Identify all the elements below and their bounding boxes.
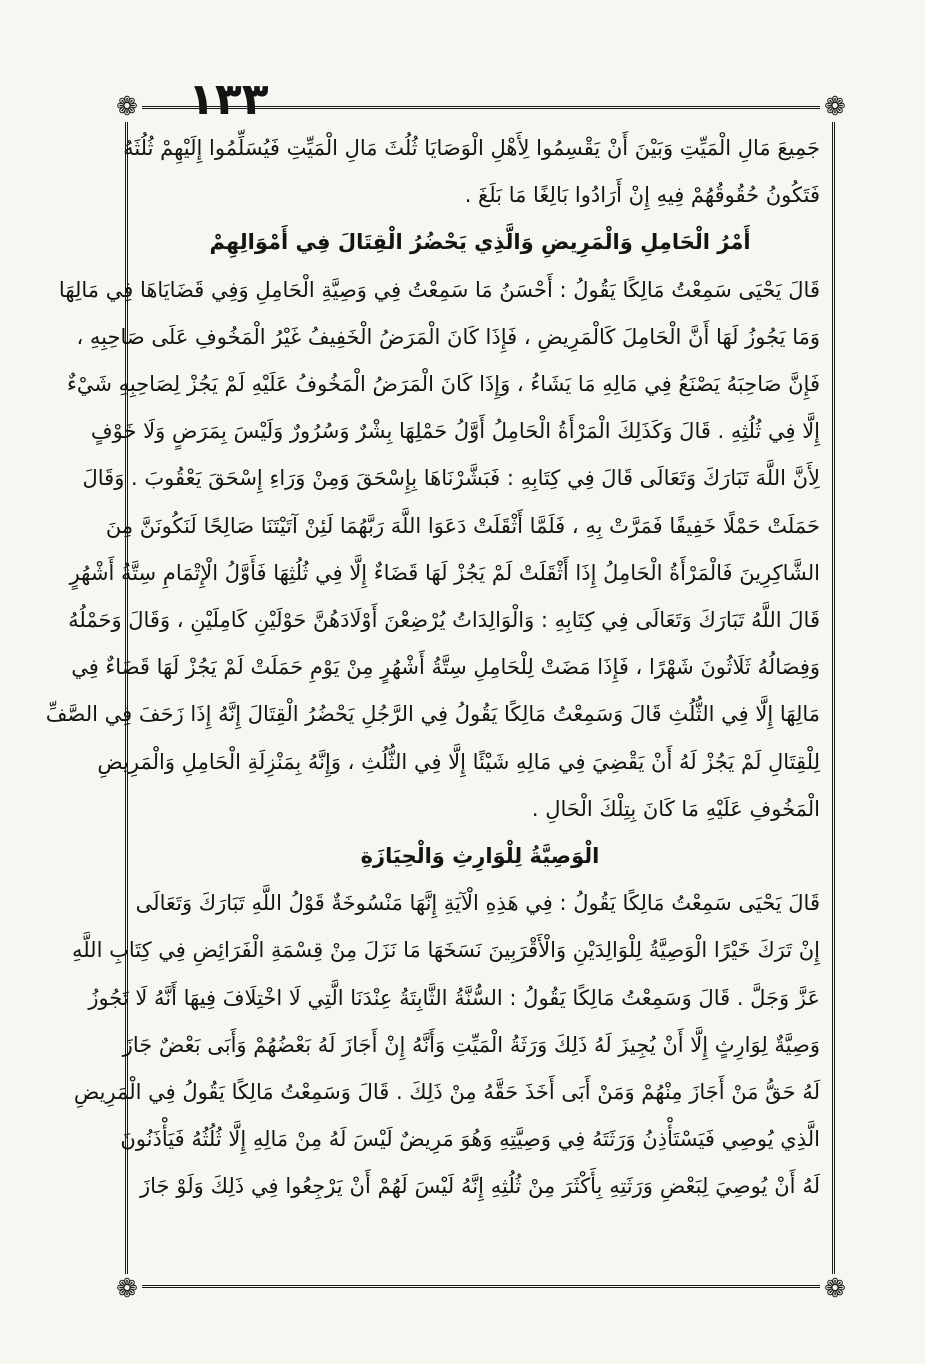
text-line: وَصِيَّةٌ لِوَارِثٍ إِلَّا أَنْ يُجِيزَ لَهُ ذَلِكَ وَرَثَةُ الْمَيِّتِ وَأَنَّهُ إِنْ أَجَازَ لَهُ بَعْضُهُمْ وَأَبَى بَعْضٌ جَازَ xyxy=(122,1032,820,1057)
corner-ornament-icon: ❁ xyxy=(820,92,850,122)
text-line: فَإِنَّ صَاحِبَهُ يَصْنَعُ فِي مَالِهِ مَا يَشَاءُ ، وَإِذَا كَانَ الْمَرَضُ الْمَخُوفُ عَلَيْهِ لَمْ يَجُزْ لِصَاحِبِهِ شَيْءٌ xyxy=(66,372,820,397)
text-line: مَالِهَا إِلَّا فِي الثُّلُثِ قَالَ وَسَمِعْتُ مَالِكًا يَقُولُ فِي الرَّجُلِ يَحْضُرُ الْقِتَالَ إِنَّهُ إِذَا زَحَفَ فِي الصَّفِّ xyxy=(45,702,820,727)
corner-ornament-icon: ❁ xyxy=(112,92,142,122)
text-line: قَالَ يَحْيَى سَمِعْتُ مَالِكًا يَقُولُ : أَحْسَنُ مَا سَمِعْتُ فِي وَصِيَّةِ الْحَامِلِ وَفِي قَضَايَاهَا فِي مَالِهَا xyxy=(58,277,820,302)
text-line: فَتَكُونُ حُقُوقُهُمْ فِيهِ إِنْ أَرَادُوا بَالِغًا مَا بَلَغَ . xyxy=(464,183,820,208)
text-line: عَزَّ وَجَلَّ . قَالَ وَسَمِعْتُ مَالِكًا يَقُولُ : السُّنَّةُ الثَّابِتَةُ عِنْدَنَا الَّتِي لَا اخْتِلَافَ فِيهَا أَنَّهُ لَا تَجُوزُ xyxy=(88,985,820,1010)
arabic-text-body xyxy=(45,125,820,1280)
text-line: لِلْقِتَالِ لَمْ يَجُزْ لَهُ أَنْ يَقْضِيَ فِي مَالِهِ شَيْئًا إِلَّا فِي الثُّلُثِ ، وَإِنَّهُ بِمَنْزِلَةِ الْحَامِلِ وَالْمَرِيضِ xyxy=(97,749,820,774)
text-line: الَّذِي يُوصِي فَيَسْتَأْذِنُ وَرَثَتَهُ فِي وَصِيَّتِهِ وَهُوَ مَرِيضٌ لَيْسَ لَهُ مِنْ مَالِهِ إِلَّا ثُلُثُهُ فَيَأْذَنُونَ xyxy=(120,1127,820,1152)
section-heading: أَمْرُ الْحَامِلِ وَالْمَرِيضِ وَالَّذِي يَحْضُرُ الْقِتَالَ فِي أَمْوَالِهِمْ xyxy=(209,230,751,255)
text-line: حَمَلَتْ حَمْلًا خَفِيفًا فَمَرَّتْ بِهِ ، فَلَمَّا أَثْقَلَتْ دَعَوَا اللَّهَ رَبَّهُمَا لَئِنْ آتَيْتَنَا صَالِحًا لَنَكُونَنَّ مِنَ xyxy=(105,513,820,538)
corner-ornament-icon: ❁ xyxy=(820,1274,850,1304)
text-line: وَفِصَالُهُ ثَلَاثُونَ شَهْرًا ، فَإِذَا مَضَتْ لِلْحَامِلِ سِتَّةُ أَشْهُرٍ مِنْ يَوْمِ حَمَلَتْ لَمْ يَجُزْ لَهَا قَضَاءٌ فِي xyxy=(71,655,820,680)
text-line: لَهُ حَقُّ مَنْ أَجَازَ مِنْهُمْ وَمَنْ أَبَى أَخَذَ حَقَّهُ مِنْ ذَلِكَ . قَالَ وَسَمِعْتُ مَالِكًا يَقُولُ فِي الْمَرِيضِ xyxy=(73,1080,820,1105)
text-line: قَالَ اللَّهُ تَبَارَكَ وَتَعَالَى فِي كِتَابِهِ : وَالْوَالِدَاتُ يُرْضِعْنَ أَوْلَادَهُنَّ حَوْلَيْنِ كَامِلَيْنِ ، وَقَالَ وَحَمْلُهُ xyxy=(68,608,820,633)
text-line: الْمَخُوفِ عَلَيْهِ مَا كَانَ بِتِلْكَ الْحَالِ . xyxy=(531,796,820,821)
text-line: لِأَنَّ اللَّهَ تَبَارَكَ وَتَعَالَى قَالَ فِي كِتَابِهِ : فَبَشَّرْنَاهَا بِإِسْحَقَ وَمِنْ وَرَاءِ إِسْحَقَ يَعْقُوبَ . وَقَالَ xyxy=(82,466,820,491)
text-line: لَهُ أَنْ يُوصِيَ لِبَعْضِ وَرَثَتِهِ بِأَكْثَرَ مِنْ ثُلُثِهِ إِنَّهُ لَيْسَ لَهُمْ أَنْ يَرْجِعُوا فِي ذَلِكَ وَلَوْ جَازَ xyxy=(140,1174,820,1199)
corner-ornament-icon: ❁ xyxy=(112,1274,142,1304)
text-line: وَمَا يَجُوزُ لَهَا أَنَّ الْحَامِلَ كَالْمَرِيضِ ، فَإِذَا كَانَ الْمَرَضُ الْخَفِيفُ غَيْرُ الْمَخُوفِ عَلَى صَاحِبِهِ ، xyxy=(76,324,820,349)
section-heading: الْوَصِيَّةُ لِلْوَارِثِ وَالْحِيَازَةِ xyxy=(360,844,600,869)
text-line: إِنْ تَرَكَ خَيْرًا الْوَصِيَّةُ لِلْوَالِدَيْنِ وَالْأَقْرَبِينَ نَسَخَهَا مَا نَزَلَ مِنْ قِسْمَةِ الْفَرَائِضِ فِي كِتَابِ اللَّهِ xyxy=(71,938,820,963)
text-line: قَالَ يَحْيَى سَمِعْتُ مَالِكًا يَقُولُ : فِي هَذِهِ الْآيَةِ إِنَّهَا مَنْسُوخَةٌ قَوْلُ اللَّهِ تَبَارَكَ وَتَعَالَى xyxy=(135,891,820,916)
text-line: إِلَّا فِي ثُلُثِهِ . قَالَ وَكَذَلِكَ الْمَرْأَةُ الْحَامِلُ أَوَّلُ حَمْلِهَا بِشْرٌ وَسُرُورٌ وَلَيْسَ بِمَرَضٍ وَلَا خَوْفٍ xyxy=(90,419,820,444)
page-number: ١٣٣ xyxy=(188,74,269,125)
text-line: الشَّاكِرِينَ فَالْمَرْأَةُ الْحَامِلُ إِذَا أَثْقَلَتْ لَمْ يَجُزْ لَهَا قَضَاءٌ إِلَّا فِي ثُلُثِهَا فَأَوَّلُ الْإِتْمَامِ سِتَّةُ أَشْهُرٍ xyxy=(69,560,820,585)
text-line: جَمِيعَ مَالِ الْمَيِّتِ وَبَيْنَ أَنْ يَقْسِمُوا لِأَهْلِ الْوَصَايَا ثُلُثَ مَالِ الْمَيِّتِ فَيُسَلِّمُوا إِلَيْهِمْ ثُلُثَهُ xyxy=(123,136,820,160)
